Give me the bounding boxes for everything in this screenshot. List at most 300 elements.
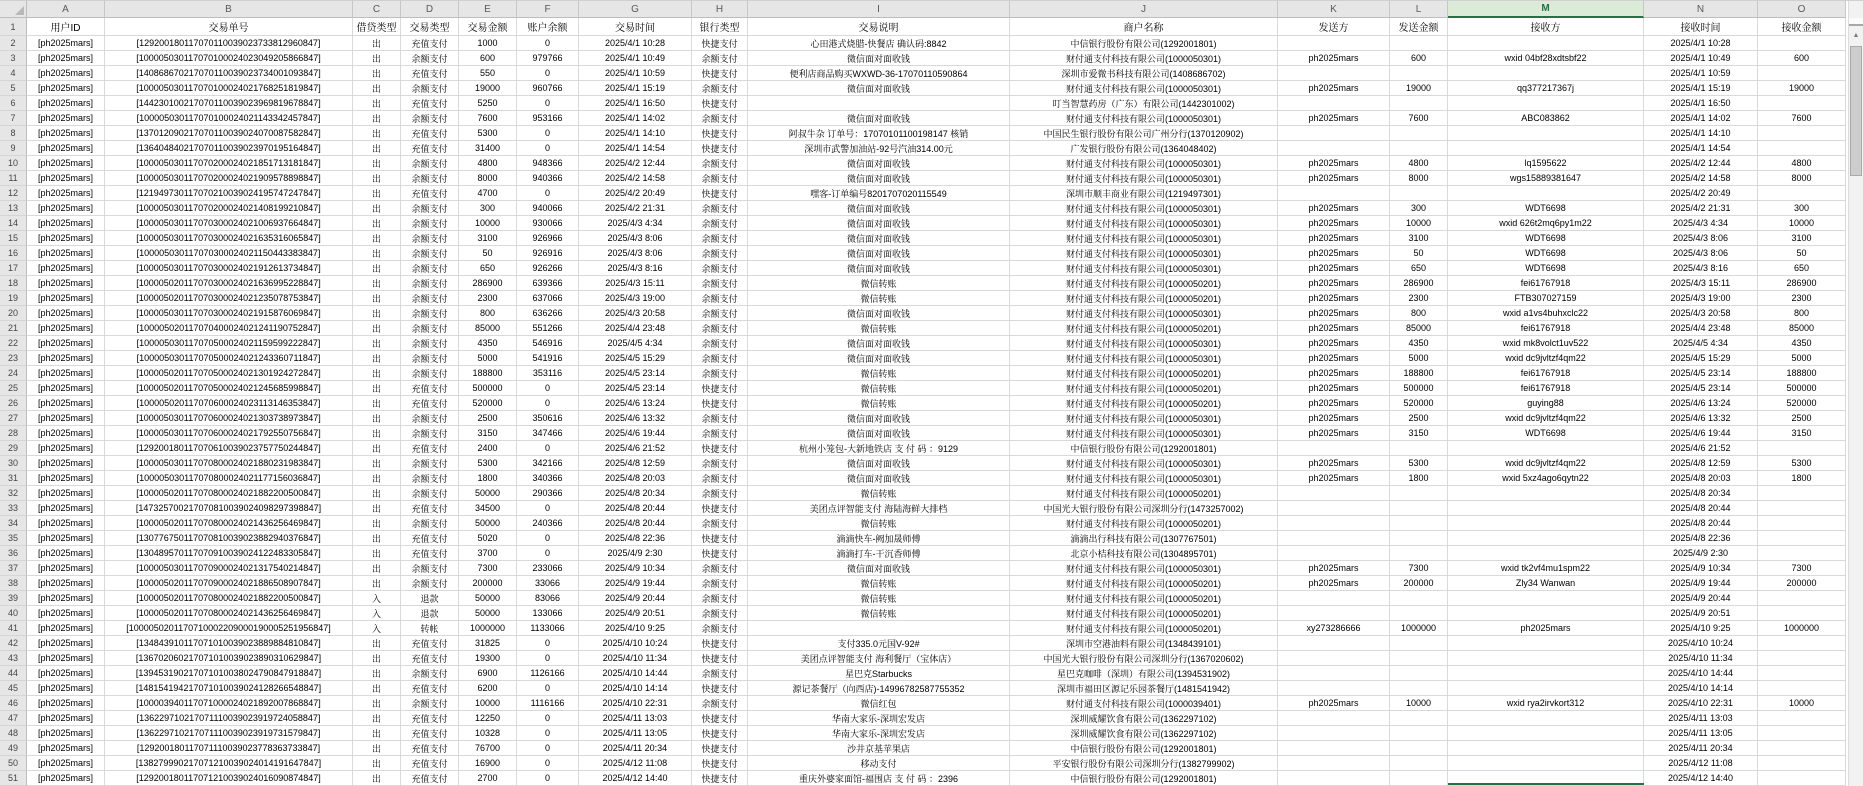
cell-F4[interactable]: 0	[517, 66, 579, 81]
cell-J6[interactable]: 叮当智慧药房（广东）有限公司(1442301002)	[1010, 96, 1278, 111]
cell-I5[interactable]: 微信面对面收钱	[748, 81, 1010, 96]
row-header-40[interactable]: 40	[0, 606, 27, 621]
cell-K11[interactable]: ph2025mars	[1278, 171, 1390, 186]
cell-G48[interactable]: 2025/4/11 13:05	[579, 726, 692, 741]
cell-O34[interactable]	[1758, 516, 1846, 531]
cell-G29[interactable]: 2025/4/6 21:52	[579, 441, 692, 456]
column-header-J[interactable]: J	[1010, 1, 1278, 18]
row-header-6[interactable]: 6	[0, 96, 27, 111]
cell-F26[interactable]: 0	[517, 396, 579, 411]
cell-B41[interactable]: [1000050201170710002209000190005251956847]	[105, 621, 353, 636]
cell-L4[interactable]	[1390, 66, 1448, 81]
cell-G32[interactable]: 2025/4/8 20:34	[579, 486, 692, 501]
cell-G20[interactable]: 2025/4/3 20:58	[579, 306, 692, 321]
cell-K39[interactable]	[1278, 591, 1390, 606]
cell-D30[interactable]: 余额支付	[401, 456, 459, 471]
row-header-19[interactable]: 19	[0, 291, 27, 306]
cell-H26[interactable]: 快捷支付	[692, 396, 748, 411]
cell-D46[interactable]: 余额支付	[401, 696, 459, 711]
cell-J21[interactable]: 财付通支付科技有限公司(1000050201)	[1010, 321, 1278, 336]
cell-B9[interactable]: [136404840217070110039023970195164847]	[105, 141, 353, 156]
cell-M48[interactable]	[1448, 726, 1644, 741]
cell-N42[interactable]: 2025/4/10 10:24	[1644, 636, 1758, 651]
cell-G36[interactable]: 2025/4/9 2:30	[579, 546, 692, 561]
cell-A31[interactable]: [ph2025mars]	[27, 471, 105, 486]
cell-E49[interactable]: 76700	[459, 741, 517, 756]
cell-C26[interactable]: 出	[353, 396, 401, 411]
cell-L36[interactable]	[1390, 546, 1448, 561]
cell-J17[interactable]: 财付通支付科技有限公司(1000050301)	[1010, 261, 1278, 276]
cell-I44[interactable]: 星巴克Starbucks	[748, 666, 1010, 681]
cell-N35[interactable]: 2025/4/8 22:36	[1644, 531, 1758, 546]
cell-O19[interactable]: 2300	[1758, 291, 1846, 306]
cell-M16[interactable]: WDT6698	[1448, 246, 1644, 261]
cell-D8[interactable]: 充值支付	[401, 126, 459, 141]
cell-I27[interactable]: 微信面对面收钱	[748, 411, 1010, 426]
cell-N46[interactable]: 2025/4/10 22:31	[1644, 696, 1758, 711]
cell-L25[interactable]: 500000	[1390, 381, 1448, 396]
cell-K45[interactable]	[1278, 681, 1390, 696]
cell-F49[interactable]: 0	[517, 741, 579, 756]
cell-L12[interactable]	[1390, 186, 1448, 201]
cell-M18[interactable]: fei61767918	[1448, 276, 1644, 291]
cell-O30[interactable]: 5300	[1758, 456, 1846, 471]
cell-C31[interactable]: 出	[353, 471, 401, 486]
cell-M17[interactable]: WDT6698	[1448, 261, 1644, 276]
cell-L50[interactable]	[1390, 756, 1448, 771]
cell-B50[interactable]: [138279990217071210039024014191647847]	[105, 756, 353, 771]
cell-D38[interactable]: 余额支付	[401, 576, 459, 591]
column-header-C[interactable]: C	[353, 1, 401, 18]
cell-B29[interactable]: [129200180117070610039023757750244847]	[105, 441, 353, 456]
cell-M1[interactable]: 接收方	[1448, 18, 1644, 36]
cell-C36[interactable]: 出	[353, 546, 401, 561]
cell-F18[interactable]: 639366	[517, 276, 579, 291]
cell-G39[interactable]: 2025/4/9 20:44	[579, 591, 692, 606]
cell-C21[interactable]: 出	[353, 321, 401, 336]
cell-I30[interactable]: 微信面对面收钱	[748, 456, 1010, 471]
column-header-I[interactable]: I	[748, 1, 1010, 18]
cell-J19[interactable]: 财付通支付科技有限公司(1000050201)	[1010, 291, 1278, 306]
cell-B25[interactable]: [100005020117070500024021245685998847]	[105, 381, 353, 396]
cell-K36[interactable]	[1278, 546, 1390, 561]
cell-D23[interactable]: 余额支付	[401, 351, 459, 366]
cell-M5[interactable]: qq377217367j	[1448, 81, 1644, 96]
cell-D19[interactable]: 余额支付	[401, 291, 459, 306]
cell-A29[interactable]: [ph2025mars]	[27, 441, 105, 456]
cell-G8[interactable]: 2025/4/1 14:10	[579, 126, 692, 141]
cell-K1[interactable]: 发送方	[1278, 18, 1390, 36]
cell-I4[interactable]: 便利店商品购买WXWD-36-17070110590864	[748, 66, 1010, 81]
cell-A9[interactable]: [ph2025mars]	[27, 141, 105, 156]
cell-A36[interactable]: [ph2025mars]	[27, 546, 105, 561]
row-header-9[interactable]: 9	[0, 141, 27, 156]
cell-G40[interactable]: 2025/4/9 20:51	[579, 606, 692, 621]
cell-H13[interactable]: 余额支付	[692, 201, 748, 216]
cell-J51[interactable]: 中信银行股份有限公司(1292001801)	[1010, 771, 1278, 786]
cell-C30[interactable]: 出	[353, 456, 401, 471]
cell-L46[interactable]: 10000	[1390, 696, 1448, 711]
cell-J40[interactable]: 财付通支付科技有限公司(1000050201)	[1010, 606, 1278, 621]
cell-E6[interactable]: 5250	[459, 96, 517, 111]
cell-B28[interactable]: [100005030117070600024021792550756847]	[105, 426, 353, 441]
cell-H49[interactable]: 快捷支付	[692, 741, 748, 756]
cell-C25[interactable]: 出	[353, 381, 401, 396]
cell-N28[interactable]: 2025/4/6 19:44	[1644, 426, 1758, 441]
cell-E37[interactable]: 7300	[459, 561, 517, 576]
cell-I37[interactable]: 微信面对面收钱	[748, 561, 1010, 576]
cell-D3[interactable]: 余额支付	[401, 51, 459, 66]
cell-A50[interactable]: [ph2025mars]	[27, 756, 105, 771]
cell-L8[interactable]	[1390, 126, 1448, 141]
cell-H29[interactable]: 快捷支付	[692, 441, 748, 456]
cell-C7[interactable]: 出	[353, 111, 401, 126]
cell-C39[interactable]: 入	[353, 591, 401, 606]
cell-K46[interactable]: ph2025mars	[1278, 696, 1390, 711]
cell-J18[interactable]: 财付通支付科技有限公司(1000050201)	[1010, 276, 1278, 291]
cell-O35[interactable]	[1758, 531, 1846, 546]
cell-M43[interactable]	[1448, 651, 1644, 666]
cell-I8[interactable]: 阿叔牛杂 订单号：17070101100198147 核销	[748, 126, 1010, 141]
cell-F12[interactable]: 0	[517, 186, 579, 201]
cell-J28[interactable]: 财付通支付科技有限公司(1000050301)	[1010, 426, 1278, 441]
cell-I38[interactable]: 微信转账	[748, 576, 1010, 591]
cell-G27[interactable]: 2025/4/6 13:32	[579, 411, 692, 426]
cell-G46[interactable]: 2025/4/10 22:31	[579, 696, 692, 711]
cell-H2[interactable]: 快捷支付	[692, 36, 748, 51]
cell-J35[interactable]: 滴滴出行科技有限公司(1307767501)	[1010, 531, 1278, 546]
cell-J45[interactable]: 深圳市福田区源记乐园茶餐厅(1481541942)	[1010, 681, 1278, 696]
column-header-M[interactable]: M	[1448, 1, 1644, 18]
cell-E29[interactable]: 2400	[459, 441, 517, 456]
cell-K8[interactable]	[1278, 126, 1390, 141]
cell-I40[interactable]: 微信转账	[748, 606, 1010, 621]
cell-J32[interactable]: 财付通支付科技有限公司(1000050201)	[1010, 486, 1278, 501]
cell-F39[interactable]: 83066	[517, 591, 579, 606]
cell-M37[interactable]: wxid tk2vf4mu1spm22	[1448, 561, 1644, 576]
cell-G9[interactable]: 2025/4/1 14:54	[579, 141, 692, 156]
cell-L2[interactable]	[1390, 36, 1448, 51]
cell-M21[interactable]: fei61767918	[1448, 321, 1644, 336]
cell-I29[interactable]: 杭州小笼包-大新地铁店 支 付 码 ：9129	[748, 441, 1010, 456]
cell-C46[interactable]: 出	[353, 696, 401, 711]
cell-O20[interactable]: 800	[1758, 306, 1846, 321]
cell-J12[interactable]: 深圳市顺丰商业有限公司(1219497301)	[1010, 186, 1278, 201]
cell-K43[interactable]	[1278, 651, 1390, 666]
cell-B15[interactable]: [100005030117070300024021635316065847]	[105, 231, 353, 246]
cell-A43[interactable]: [ph2025mars]	[27, 651, 105, 666]
cell-F28[interactable]: 347466	[517, 426, 579, 441]
cell-N48[interactable]: 2025/4/11 13:05	[1644, 726, 1758, 741]
cell-C41[interactable]: 入	[353, 621, 401, 636]
cell-H38[interactable]: 余额支付	[692, 576, 748, 591]
cell-E23[interactable]: 5000	[459, 351, 517, 366]
cell-O10[interactable]: 4800	[1758, 156, 1846, 171]
cell-B4[interactable]: [140868670217070110039023734001093847]	[105, 66, 353, 81]
cell-K10[interactable]: ph2025mars	[1278, 156, 1390, 171]
cell-L23[interactable]: 5000	[1390, 351, 1448, 366]
cell-K7[interactable]: ph2025mars	[1278, 111, 1390, 126]
cell-E28[interactable]: 3150	[459, 426, 517, 441]
cell-F15[interactable]: 926966	[517, 231, 579, 246]
cell-B27[interactable]: [100005030117070600024021303738973847]	[105, 411, 353, 426]
cell-N8[interactable]: 2025/4/1 14:10	[1644, 126, 1758, 141]
cell-B1[interactable]: 交易单号	[105, 18, 353, 36]
cell-I31[interactable]: 微信面对面收钱	[748, 471, 1010, 486]
cell-A32[interactable]: [ph2025mars]	[27, 486, 105, 501]
row-header-27[interactable]: 27	[0, 411, 27, 426]
cell-J50[interactable]: 平安银行股份有限公司深圳分行(1382799902)	[1010, 756, 1278, 771]
cell-B39[interactable]: [100005020117070800024021882200500847]	[105, 591, 353, 606]
cell-A16[interactable]: [ph2025mars]	[27, 246, 105, 261]
cell-H33[interactable]: 快捷支付	[692, 501, 748, 516]
cell-H51[interactable]: 快捷支付	[692, 771, 748, 786]
cell-K28[interactable]: ph2025mars	[1278, 426, 1390, 441]
cell-E22[interactable]: 4350	[459, 336, 517, 351]
cell-C14[interactable]: 出	[353, 216, 401, 231]
cell-K32[interactable]	[1278, 486, 1390, 501]
cell-O31[interactable]: 1800	[1758, 471, 1846, 486]
cell-B30[interactable]: [100005030117070800024021880231983847]	[105, 456, 353, 471]
cell-O1[interactable]: 接收金额	[1758, 18, 1846, 36]
cell-E42[interactable]: 31825	[459, 636, 517, 651]
cell-E21[interactable]: 85000	[459, 321, 517, 336]
cell-A10[interactable]: [ph2025mars]	[27, 156, 105, 171]
cell-I22[interactable]: 微信面对面收钱	[748, 336, 1010, 351]
cell-K2[interactable]	[1278, 36, 1390, 51]
cell-I35[interactable]: 滴滴快车-阙加晟师傅	[748, 531, 1010, 546]
cell-M22[interactable]: wxid mk8volct1uv522	[1448, 336, 1644, 351]
cell-O12[interactable]	[1758, 186, 1846, 201]
cell-A35[interactable]: [ph2025mars]	[27, 531, 105, 546]
row-header-23[interactable]: 23	[0, 351, 27, 366]
row-header-4[interactable]: 4	[0, 66, 27, 81]
cell-E13[interactable]: 300	[459, 201, 517, 216]
column-header-A[interactable]: A	[27, 1, 105, 18]
row-header-50[interactable]: 50	[0, 756, 27, 771]
cell-O13[interactable]: 300	[1758, 201, 1846, 216]
cell-I11[interactable]: 微信面对面收钱	[748, 171, 1010, 186]
cell-E25[interactable]: 500000	[459, 381, 517, 396]
cell-I20[interactable]: 微信面对面收钱	[748, 306, 1010, 321]
cell-K34[interactable]	[1278, 516, 1390, 531]
cell-B13[interactable]: [100005030117070200024021408199210847]	[105, 201, 353, 216]
cell-N31[interactable]: 2025/4/8 20:03	[1644, 471, 1758, 486]
cell-D29[interactable]: 充值支付	[401, 441, 459, 456]
cell-N7[interactable]: 2025/4/1 14:02	[1644, 111, 1758, 126]
cell-M2[interactable]	[1448, 36, 1644, 51]
cell-K4[interactable]	[1278, 66, 1390, 81]
cell-E16[interactable]: 50	[459, 246, 517, 261]
cell-A13[interactable]: [ph2025mars]	[27, 201, 105, 216]
cell-E14[interactable]: 10000	[459, 216, 517, 231]
cell-O21[interactable]: 85000	[1758, 321, 1846, 336]
cell-A41[interactable]: [ph2025mars]	[27, 621, 105, 636]
scrollbar-thumb[interactable]	[1850, 46, 1862, 176]
cell-K20[interactable]: ph2025mars	[1278, 306, 1390, 321]
cell-K23[interactable]: ph2025mars	[1278, 351, 1390, 366]
cell-O39[interactable]	[1758, 591, 1846, 606]
cell-F5[interactable]: 960766	[517, 81, 579, 96]
cell-A28[interactable]: [ph2025mars]	[27, 426, 105, 441]
cell-G47[interactable]: 2025/4/11 13:03	[579, 711, 692, 726]
cell-B18[interactable]: [100005020117070300024021636995228847]	[105, 276, 353, 291]
cell-A12[interactable]: [ph2025mars]	[27, 186, 105, 201]
cell-M30[interactable]: wxid dc9jvltzf4qm22	[1448, 456, 1644, 471]
cell-N24[interactable]: 2025/4/5 23:14	[1644, 366, 1758, 381]
cell-J16[interactable]: 财付通支付科技有限公司(1000050301)	[1010, 246, 1278, 261]
cell-E27[interactable]: 2500	[459, 411, 517, 426]
cell-A45[interactable]: [ph2025mars]	[27, 681, 105, 696]
cell-A37[interactable]: [ph2025mars]	[27, 561, 105, 576]
cell-H37[interactable]: 余额支付	[692, 561, 748, 576]
cell-O29[interactable]	[1758, 441, 1846, 456]
row-header-14[interactable]: 14	[0, 216, 27, 231]
row-header-48[interactable]: 48	[0, 726, 27, 741]
cell-E46[interactable]: 10000	[459, 696, 517, 711]
cell-N44[interactable]: 2025/4/10 14:44	[1644, 666, 1758, 681]
cell-B35[interactable]: [130776750117070810039023882940376847]	[105, 531, 353, 546]
row-header-24[interactable]: 24	[0, 366, 27, 381]
cell-C37[interactable]: 出	[353, 561, 401, 576]
cell-N45[interactable]: 2025/4/10 14:14	[1644, 681, 1758, 696]
cell-N22[interactable]: 2025/4/5 4:34	[1644, 336, 1758, 351]
cell-M14[interactable]: wxid 626t2mq6py1m22	[1448, 216, 1644, 231]
row-header-26[interactable]: 26	[0, 396, 27, 411]
cell-A47[interactable]: [ph2025mars]	[27, 711, 105, 726]
cell-G34[interactable]: 2025/4/8 20:44	[579, 516, 692, 531]
cell-N10[interactable]: 2025/4/2 12:44	[1644, 156, 1758, 171]
cell-H16[interactable]: 余额支付	[692, 246, 748, 261]
cell-E17[interactable]: 650	[459, 261, 517, 276]
cell-D28[interactable]: 余额支付	[401, 426, 459, 441]
cell-A30[interactable]: [ph2025mars]	[27, 456, 105, 471]
row-header-13[interactable]: 13	[0, 201, 27, 216]
cell-B40[interactable]: [100005020117070800024021436256469847]	[105, 606, 353, 621]
cell-J15[interactable]: 财付通支付科技有限公司(1000050301)	[1010, 231, 1278, 246]
cell-F10[interactable]: 948366	[517, 156, 579, 171]
cell-G23[interactable]: 2025/4/5 15:29	[579, 351, 692, 366]
cell-L9[interactable]	[1390, 141, 1448, 156]
cell-B51[interactable]: [129200180117071210039024016090874847]	[105, 771, 353, 786]
cell-L27[interactable]: 2500	[1390, 411, 1448, 426]
cell-E32[interactable]: 50000	[459, 486, 517, 501]
cell-C24[interactable]: 出	[353, 366, 401, 381]
cell-L20[interactable]: 800	[1390, 306, 1448, 321]
cell-E44[interactable]: 6900	[459, 666, 517, 681]
cell-I39[interactable]: 微信转账	[748, 591, 1010, 606]
cell-O33[interactable]	[1758, 501, 1846, 516]
cell-F35[interactable]: 0	[517, 531, 579, 546]
cell-J47[interactable]: 深圳威耀饮食有限公司(1362297102)	[1010, 711, 1278, 726]
cell-E38[interactable]: 200000	[459, 576, 517, 591]
cell-N25[interactable]: 2025/4/5 23:14	[1644, 381, 1758, 396]
cell-C38[interactable]: 出	[353, 576, 401, 591]
cell-A44[interactable]: [ph2025mars]	[27, 666, 105, 681]
cell-I49[interactable]: 沙井京基苹果店	[748, 741, 1010, 756]
cell-L43[interactable]	[1390, 651, 1448, 666]
cell-F7[interactable]: 953166	[517, 111, 579, 126]
cell-D43[interactable]: 充值支付	[401, 651, 459, 666]
cell-B42[interactable]: [134843910117071010039023889884810847]	[105, 636, 353, 651]
row-header-36[interactable]: 36	[0, 546, 27, 561]
cell-F9[interactable]: 0	[517, 141, 579, 156]
cell-C51[interactable]: 出	[353, 771, 401, 786]
cell-C1[interactable]: 借贷类型	[353, 18, 401, 36]
cell-C33[interactable]: 出	[353, 501, 401, 516]
cell-I10[interactable]: 微信面对面收钱	[748, 156, 1010, 171]
cell-H31[interactable]: 余额支付	[692, 471, 748, 486]
cell-H21[interactable]: 余额支付	[692, 321, 748, 336]
cell-A39[interactable]: [ph2025mars]	[27, 591, 105, 606]
cell-G12[interactable]: 2025/4/2 20:49	[579, 186, 692, 201]
cell-D11[interactable]: 余额支付	[401, 171, 459, 186]
cell-E24[interactable]: 188800	[459, 366, 517, 381]
cell-L11[interactable]: 8000	[1390, 171, 1448, 186]
cell-O32[interactable]	[1758, 486, 1846, 501]
cell-I26[interactable]: 微信转账	[748, 396, 1010, 411]
cell-N6[interactable]: 2025/4/1 16:50	[1644, 96, 1758, 111]
cell-D31[interactable]: 余额支付	[401, 471, 459, 486]
cell-C2[interactable]: 出	[353, 36, 401, 51]
cell-C44[interactable]: 出	[353, 666, 401, 681]
row-header-51[interactable]: 51	[0, 771, 27, 786]
cell-C42[interactable]: 出	[353, 636, 401, 651]
cell-N39[interactable]: 2025/4/9 20:44	[1644, 591, 1758, 606]
cell-O8[interactable]	[1758, 126, 1846, 141]
cell-E4[interactable]: 550	[459, 66, 517, 81]
cell-M33[interactable]	[1448, 501, 1644, 516]
cell-O6[interactable]	[1758, 96, 1846, 111]
cell-N20[interactable]: 2025/4/3 20:58	[1644, 306, 1758, 321]
cell-A17[interactable]: [ph2025mars]	[27, 261, 105, 276]
cell-B47[interactable]: [136229710217071110039023919724058847]	[105, 711, 353, 726]
row-header-5[interactable]: 5	[0, 81, 27, 96]
cell-G38[interactable]: 2025/4/9 19:44	[579, 576, 692, 591]
cell-C11[interactable]: 出	[353, 171, 401, 186]
cell-E1[interactable]: 交易金额	[459, 18, 517, 36]
cell-J10[interactable]: 财付通支付科技有限公司(1000050301)	[1010, 156, 1278, 171]
cell-G33[interactable]: 2025/4/8 20:44	[579, 501, 692, 516]
cell-E19[interactable]: 2300	[459, 291, 517, 306]
cell-E18[interactable]: 286900	[459, 276, 517, 291]
cell-B20[interactable]: [100005030117070300024021915876069847]	[105, 306, 353, 321]
select-all-button[interactable]	[0, 1, 27, 18]
cell-B45[interactable]: [148154194217071010039024128266548847]	[105, 681, 353, 696]
cell-I14[interactable]: 微信面对面收钱	[748, 216, 1010, 231]
row-header-11[interactable]: 11	[0, 171, 27, 186]
cell-B34[interactable]: [100005020117070800024021436256469847]	[105, 516, 353, 531]
cell-L39[interactable]	[1390, 591, 1448, 606]
cell-D40[interactable]: 退款	[401, 606, 459, 621]
cell-F6[interactable]: 0	[517, 96, 579, 111]
row-header-37[interactable]: 37	[0, 561, 27, 576]
cell-M25[interactable]: fei61767918	[1448, 381, 1644, 396]
cell-I47[interactable]: 华南大家乐-深圳宏发店	[748, 711, 1010, 726]
cell-N38[interactable]: 2025/4/9 19:44	[1644, 576, 1758, 591]
cell-L32[interactable]	[1390, 486, 1448, 501]
row-header-3[interactable]: 3	[0, 51, 27, 66]
cell-L37[interactable]: 7300	[1390, 561, 1448, 576]
cell-K48[interactable]	[1278, 726, 1390, 741]
cell-A23[interactable]: [ph2025mars]	[27, 351, 105, 366]
cell-O42[interactable]	[1758, 636, 1846, 651]
cell-D2[interactable]: 充值支付	[401, 36, 459, 51]
cell-N5[interactable]: 2025/4/1 15:19	[1644, 81, 1758, 96]
cell-O44[interactable]	[1758, 666, 1846, 681]
cell-E2[interactable]: 1000	[459, 36, 517, 51]
cell-G45[interactable]: 2025/4/10 14:14	[579, 681, 692, 696]
